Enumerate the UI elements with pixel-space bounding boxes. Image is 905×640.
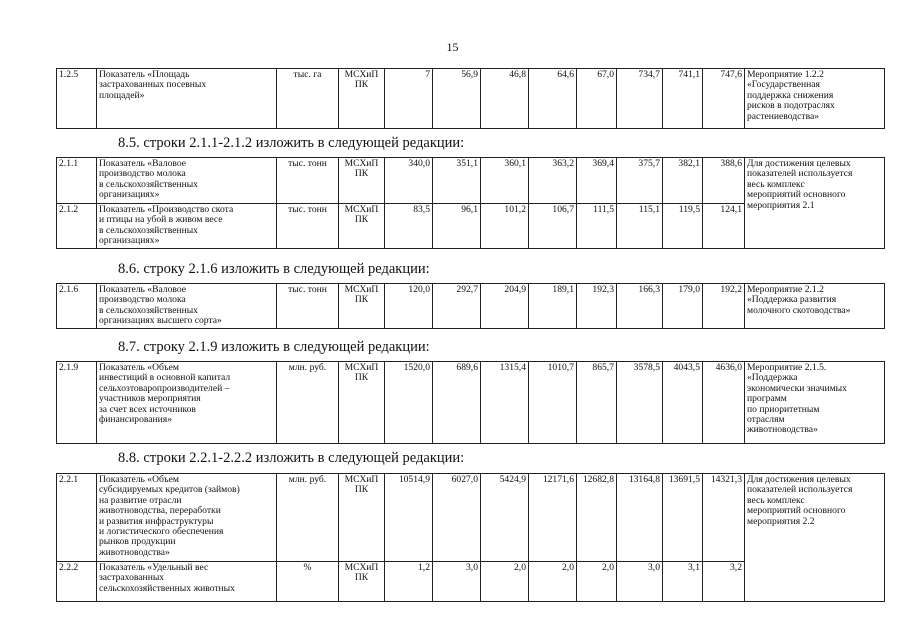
value-cell: 192,2 — [703, 284, 745, 329]
value-cell: 741,1 — [663, 69, 703, 129]
value-cell: 375,7 — [617, 158, 663, 204]
value-cell: 119,5 — [663, 204, 703, 249]
value-cell: 10514,9 — [385, 474, 433, 562]
value-cell: 340,0 — [385, 158, 433, 204]
value-cell: 2,0 — [481, 562, 529, 602]
value-cell: 4636,0 — [703, 362, 745, 444]
value-cell: 12171,6 — [529, 474, 577, 562]
table-row — [57, 284, 885, 329]
row-code: 2.2.1 — [57, 474, 97, 562]
row-code: 1.2.5 — [57, 69, 97, 129]
value-cell: 2,0 — [529, 562, 577, 602]
table-row-2-1-6 — [56, 283, 885, 329]
table-rows-2-2-1-2-2-2 — [56, 473, 885, 602]
table-rows-2-1-1-2-1-2 — [56, 157, 885, 249]
unit: млн. руб. — [277, 362, 339, 444]
value-cell: 12682,8 — [577, 474, 617, 562]
value-cell: 106,7 — [529, 204, 577, 249]
value-cell: 101,2 — [481, 204, 529, 249]
unit: % — [277, 562, 339, 602]
value-cell: 6027,0 — [433, 474, 481, 562]
value-cell: 3578,5 — [617, 362, 663, 444]
page-number: 15 — [446, 40, 459, 54]
value-cell: 189,1 — [529, 284, 577, 329]
row-code: 2.1.9 — [57, 362, 97, 444]
value-cell: 111,5 — [577, 204, 617, 249]
executor: МСХиП ПК — [339, 69, 385, 129]
value-cell: 3,2 — [703, 562, 745, 602]
section-heading-8-5: 8.5. строки 2.1.1-2.1.2 изложить в следующей редакции: — [118, 135, 465, 151]
section-heading-8-8: 8.8. строки 2.2.1-2.2.2 изложить в следующей редакции: — [118, 450, 465, 466]
unit: тыс. га — [277, 69, 339, 129]
value-cell: 3,0 — [617, 562, 663, 602]
value-cell: 2,0 — [577, 562, 617, 602]
section-heading-8-7: 8.7. строку 2.1.9 изложить в следующей редакции: — [118, 339, 430, 355]
unit: тыс. тонн — [277, 284, 339, 329]
value-cell: 124,1 — [703, 204, 745, 249]
table-row — [57, 474, 885, 562]
value-cell: 120,0 — [385, 284, 433, 329]
value-cell: 204,9 — [481, 284, 529, 329]
indicator-name: Показатель «Объем инвестиций в основной капитал сельхозтоваропроизводителей – участников мероприятия за счет всех источников финансирования» — [97, 362, 277, 444]
executor: МСХиП ПК — [339, 474, 385, 562]
executor: МСХиП ПК — [339, 284, 385, 329]
value-cell: 3,1 — [663, 562, 703, 602]
row-code: 2.2.2 — [57, 562, 97, 602]
value-cell: 689,6 — [433, 362, 481, 444]
value-cell: 192,3 — [577, 284, 617, 329]
value-cell: 388,6 — [703, 158, 745, 204]
value-cell: 5424,9 — [481, 474, 529, 562]
row-code: 2.1.6 — [57, 284, 97, 329]
indicator-name: Показатель «Производство скота и птицы на убой в живом весе в сельскохозяйственных организациях» — [97, 204, 277, 249]
row-code: 2.1.2 — [57, 204, 97, 249]
value-cell: 1,2 — [385, 562, 433, 602]
value-cell: 734,7 — [617, 69, 663, 129]
value-cell: 1520,0 — [385, 362, 433, 444]
value-cell: 360,1 — [481, 158, 529, 204]
value-cell: 166,3 — [617, 284, 663, 329]
measure-note: Для достижения целевых показателей используется весь комплекс мероприятий основного мероприятия 2.1 — [745, 158, 885, 249]
table-row — [57, 158, 885, 204]
value-cell: 1010,7 — [529, 362, 577, 444]
measure-note: Для достижения целевых показателей используется весь комплекс мероприятий основного мероприятия 2.2 — [745, 474, 885, 602]
value-cell: 7 — [385, 69, 433, 129]
value-cell: 13691,5 — [663, 474, 703, 562]
value-cell: 96,1 — [433, 204, 481, 249]
value-cell: 83,5 — [385, 204, 433, 249]
value-cell: 115,1 — [617, 204, 663, 249]
value-cell: 4043,5 — [663, 362, 703, 444]
value-cell: 747,6 — [703, 69, 745, 129]
unit: тыс. тонн — [277, 204, 339, 249]
value-cell: 13164,8 — [617, 474, 663, 562]
value-cell: 14321,3 — [703, 474, 745, 562]
table-row-1-2-5 — [56, 68, 885, 129]
indicator-name: Показатель «Валовое производство молока в сельскохозяйственных организациях высшего сорта» — [97, 284, 277, 329]
measure-note: Мероприятие 2.1.2 «Поддержка развития молочного скотоводства» — [745, 284, 885, 329]
executor: МСХиП ПК — [339, 562, 385, 602]
row-code: 2.1.1 — [57, 158, 97, 204]
value-cell: 1315,4 — [481, 362, 529, 444]
indicator-name: Показатель «Объем субсидируемых кредитов (займов) на развитие отрасли животноводства, переработки и развития инфраструктуры и логистического обеспечения рынков продукции животноводства» — [97, 474, 277, 562]
measure-note: Мероприятие 2.1.5. «Поддержка экономически значимых программ по приоритетным отраслям животноводства» — [745, 362, 885, 444]
table-row — [57, 362, 885, 444]
value-cell: 382,1 — [663, 158, 703, 204]
value-cell: 369,4 — [577, 158, 617, 204]
unit: млн. руб. — [277, 474, 339, 562]
table-row-2-1-9 — [56, 361, 885, 444]
executor: МСХиП ПК — [339, 204, 385, 249]
indicator-name: Показатель «Валовое производство молока в сельскохозяйственных организациях» — [97, 158, 277, 204]
measure-note: Мероприятие 1.2.2 «Государственная поддержка снижения рисков в подотраслях растениеводства» — [745, 69, 885, 129]
value-cell: 64,6 — [529, 69, 577, 129]
value-cell: 46,8 — [481, 69, 529, 129]
indicator-name: Показатель «Удельный вес застрахованных сельскохозяйственных животных — [97, 562, 277, 602]
value-cell: 865,7 — [577, 362, 617, 444]
section-heading-8-6: 8.6. строку 2.1.6 изложить в следующей редакции: — [118, 261, 430, 277]
value-cell: 351,1 — [433, 158, 481, 204]
value-cell: 179,0 — [663, 284, 703, 329]
indicator-name: Показатель «Площадь застрахованных посевных площадей» — [97, 69, 277, 129]
executor: МСХиП ПК — [339, 158, 385, 204]
value-cell: 363,2 — [529, 158, 577, 204]
unit: тыс. тонн — [277, 158, 339, 204]
value-cell: 56,9 — [433, 69, 481, 129]
value-cell: 292,7 — [433, 284, 481, 329]
executor: МСХиП ПК — [339, 362, 385, 444]
value-cell: 67,0 — [577, 69, 617, 129]
table-row — [57, 69, 885, 129]
value-cell: 3,0 — [433, 562, 481, 602]
